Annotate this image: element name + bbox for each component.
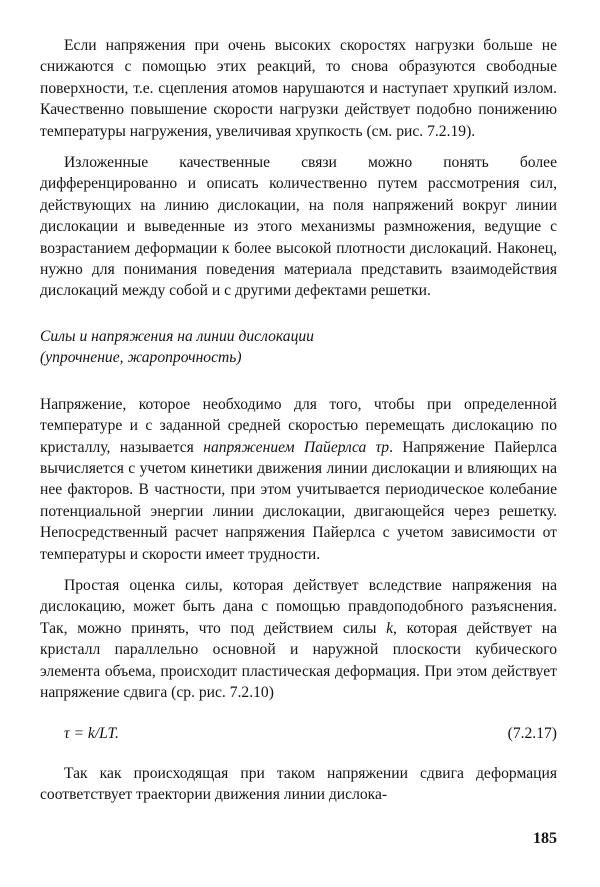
equation-number: (7.2.17) xyxy=(507,725,557,743)
paragraph-force-estimate xyxy=(40,575,557,703)
section-heading-line1: Силы и напряжения на линии дислокации xyxy=(40,327,314,345)
paragraph-peierls-stress xyxy=(40,394,557,565)
page-body xyxy=(40,35,557,806)
paragraph-shear-deformation: Так как происходящая при таком напряжении сдвига деформация соответствует траектории движения линии дислока- xyxy=(40,764,557,804)
peierls-text-after: . Напряжение Пайерлса вычисляется с учетом кинетики движения линии дислокации и влияющих на нее факторов. В частности, при этом учитывается периодическое колебание потенциальной энергии линии дислокации, двигающейся через решетку. Непосредственный расчет напряжения Пайерлса с учетом зависимости от температуры и скорости имеет трудности. xyxy=(40,438,557,563)
section-heading-line2: (упрочнение, жаропрочность) xyxy=(40,349,242,367)
section-heading xyxy=(40,326,557,369)
force-text-after: , которая действует на кристалл параллельно основной и наружной плоскости кубического элемента объема, происходит пластическая деформация. При этом действует напряжение сдвига (ср. рис. 7.2.10) xyxy=(40,619,558,701)
force-text-before: Простая оценка силы, которая действует вследствие напряжения на дислокацию, может быть дана с помощью правдоподобного разъяснения. Так, можно принять, что под действием силы xyxy=(40,576,557,637)
force-symbol-k: k xyxy=(386,619,394,637)
page-number: 185 xyxy=(533,830,557,847)
equation-formula: τ = k/LT. xyxy=(64,725,119,743)
equation-7-2-17 xyxy=(40,723,557,744)
peierls-text-before: Напряжение, которое необходимо для того, чтобы при определенной температуре и с заданной средней скоростью перемещать дислокацию по кристаллу, называется xyxy=(40,395,557,456)
paragraph-brittle-fracture: Если напряжения при очень высоких скоростях нагрузки больше не снижаются с помощью этих реакций, то снова образуются свободные поверхности, т.е. сцепления атомов нарушаются и наступает хрупкий излом. Качественно повышение скорости нагрузки действует подобно понижению температуры нагружения, увеличивая хрупкость (см. рис. 7.2.19). xyxy=(40,37,557,140)
peierls-term: напряжением Пайерлса τp xyxy=(203,438,390,456)
paragraph-qualitative-relations: Изложенные качественные связи можно понять более дифференцированно и описать количественно путем рассмотрения сил, действующих на линию дислокации, на поля напряжений вокруг линии дислокации и выведенные из этого механизмы размножения, ведущие с возрастанием деформации к более высокой плотности дислокаций. Наконец, нужно для понимания поведения материала представить взаимодействия дислокаций между собой и с другими дефектами решетки. xyxy=(40,154,557,300)
